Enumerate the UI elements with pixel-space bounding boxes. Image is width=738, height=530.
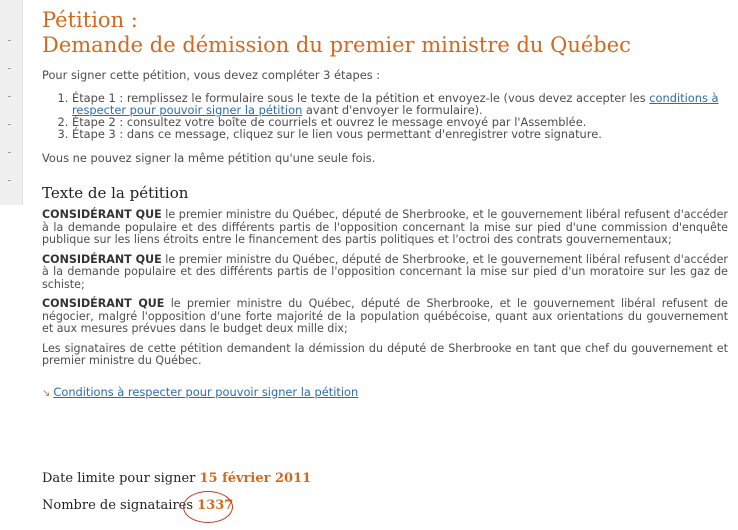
title-line-2: Demande de démission du premier ministre du Québec [42,33,631,57]
step-1-text: Étape 1 : remplissez le formulaire sous le texte de la pétition et envoyez-le (vous devez accepter les [72,91,646,105]
deadline-row [42,471,311,486]
petition-paragraph-3 [42,298,728,336]
rail-dot [8,124,11,125]
considerant-label: CONSIDÉRANT QUE [42,297,165,310]
rail-dot [8,40,11,41]
arrow-icon: ↘ [42,387,51,399]
conditions-inline-link[interactable]: conditions à respecter pour pouvoir signer la pétition [72,91,719,117]
rail-dot [8,68,11,69]
para-3-text: le premier ministre du Québec, député de Sherbrooke, et le gouvernement libéral refusent de négocier, malgré l'opposition d'une forte majorité de la population québécoise, quant aux orientations du gouvernement et aux mesures prévues dans le budget deux mille dix; [42,297,728,335]
intro-text: Pour signer cette pétition, vous devez compléter 3 étapes : [42,68,381,82]
once-note: Vous ne pouvez signer la même pétition qu'une seule fois. [42,151,376,165]
steps-list [42,92,728,140]
left-rail [0,0,23,205]
para-2-text: le premier ministre du Québec, député de Sherbrooke, et le gouvernement libéral refusent d'accéder à la demande populaire et des différents partis de l'opposition concernant la mise sur pied d'un moratoire sur les gaz de schiste; [42,252,728,291]
petition-paragraph-2 [42,254,728,292]
petition-text-heading: Texte de la pétition [42,184,189,202]
para-1-text: le premier ministre du Québec, député de Sherbrooke, et le gouvernement libéral refusent d'accéder à la demande populaire et des différents partis de l'opposition concernant la mise sur pied d'une commission d'enquête publique sur les liens étroits entre le financement des partis politiques et l'octroi des contrats gouvernementaux; [42,208,728,246]
rail-dot [8,180,11,181]
considerant-label: CONSIDÉRANT QUE [42,252,162,266]
rail-dot [8,96,11,97]
rail-dot [8,152,11,153]
step-1 [72,92,728,116]
signatories-label: Nombre de signataires [42,498,194,513]
petition-paragraph-4: Les signataires de cette pétition demandent la démission du député de Sherbrooke en tant que chef du gouvernement et premier ministre du Québec. [42,341,728,367]
step-3: 3. Étape 3 : dans ce message, cliquez sur le lien vous permettant d'enregistrer votre signature. [72,128,728,140]
deadline-value: 15 février 2011 [199,471,312,486]
petition-paragraph-1 [42,209,728,247]
step-1-end: avant d'envoyer le formulaire). [305,103,483,117]
page-title [42,8,728,58]
deadline-label: Date limite pour signer [42,471,196,486]
step-2: 2. Étape 2 : consultez votre boîte de courriels et ouvrez le message envoyé par l'Assemblée. [72,116,728,128]
title-line-1: Pétition : [42,8,138,32]
conditions-row [42,385,728,401]
highlight-circle [183,491,233,523]
petition-content [42,0,728,401]
conditions-link[interactable]: Conditions à respecter pour pouvoir signer la pétition [53,384,359,399]
considerant-label: CONSIDÉRANT QUE [42,208,162,221]
signatories-count: 1337 [197,498,234,513]
